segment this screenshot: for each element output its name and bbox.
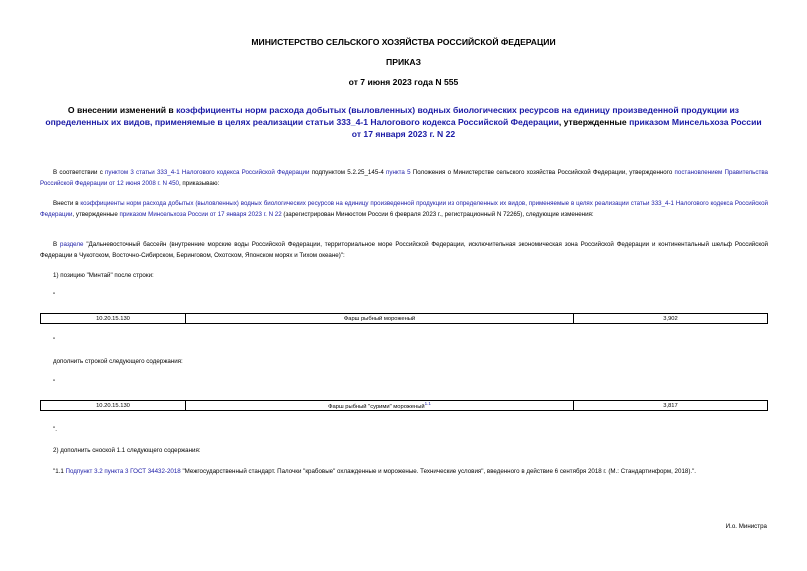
- paragraph-amend: [40, 199, 768, 220]
- title-link-coefficients[interactable]: коэффициенты норм расхода добытых (выловленных) водных биологических ресурсов на единицу произведенной продукции из определенных их видов, применяемые в целях реализации статьи 333_4-1 Налогового кодекса Российской Федерации: [45, 105, 740, 127]
- title-prefix: О внесении изменений в: [67, 105, 177, 115]
- link-point-5[interactable]: пункта 5: [386, 169, 411, 176]
- quote-close: ": [53, 337, 56, 344]
- quote-open: ": [53, 379, 56, 386]
- link-section[interactable]: разделе: [60, 241, 84, 248]
- end-quote: ".: [53, 426, 57, 433]
- row-code: 10.20.15.130: [41, 401, 186, 411]
- row-name: [186, 401, 574, 411]
- add-line: дополнить строкой следующего содержания:: [53, 358, 183, 365]
- document-type: ПРИКАЗ: [386, 57, 421, 67]
- link-government-decree[interactable]: постановлением Правительства Российской Федерации от 12 июня 2008 г. N 450: [40, 169, 768, 187]
- row-name: Фарш рыбный мороженый: [186, 314, 574, 324]
- text: В соответствии с: [53, 169, 106, 176]
- text: Положения о Министерстве сельского хозяйства Российской Федерации, утвержденного: [410, 169, 675, 176]
- link-coefficients[interactable]: коэффициенты норм расхода добытых (выловленных) водных биологических ресурсов на единицу произведенной продукции из определенных их видов, применяемые в целях реализации статьи 333_4-1 Налогового кодекса Российской Федерации: [40, 200, 768, 218]
- text: В: [53, 241, 61, 248]
- link-order[interactable]: приказом Минсельхоза России от 17 января 2023 г. N 22: [119, 210, 282, 218]
- row-name-text: Фарш рыбный "сурими" мороженый: [328, 403, 425, 410]
- text: , приказываю:: [178, 179, 220, 187]
- document-title: [40, 104, 767, 140]
- item-2: 2) дополнить сноской 1.1 следующего содержания:: [53, 447, 201, 454]
- title-link-order[interactable]: приказом Минсельхоза России от 17 января 2023 г. N 22: [351, 117, 762, 139]
- row-value: 3,902: [574, 314, 768, 324]
- table-row: [40, 313, 768, 324]
- text: , утвержденные: [72, 210, 120, 218]
- footnote-mark: "1.1: [53, 468, 64, 475]
- row-code: 10.20.15.130: [41, 314, 186, 324]
- text: (зарегистрирован Минюстом России 6 февраля 2023 г., регистрационный N 72265), следующие изменения:: [281, 210, 594, 218]
- text: подпунктом 5.2.25_145-4: [309, 169, 386, 176]
- paragraph-basis: [40, 168, 768, 189]
- quote-open: ": [53, 292, 56, 299]
- title-middle: , утвержденные: [558, 117, 630, 127]
- link-gost[interactable]: Подпункт 3.2 пункта 3 ГОСТ 34432-2018: [65, 468, 181, 475]
- table-row: [40, 400, 768, 411]
- text: "Межгосударственный стандарт. Палочки "крабовые" охлажденные и мороженые. Технические условия", введенного в действие 6 сентября 2018 г. (М.: Стандартинформ, 2018).".: [180, 468, 697, 475]
- ministry-heading: МИНИСТЕРСТВО СЕЛЬСКОГО ХОЗЯЙСТВА РОССИЙСКОЙ ФЕДЕРАЦИИ: [251, 37, 556, 47]
- row-value: 3,817: [574, 401, 768, 411]
- item-1: 1) позицию "Минтай" после строки:: [53, 272, 154, 279]
- footnote-mark[interactable]: 1.1: [424, 401, 431, 407]
- document-date-number: от 7 июня 2023 года N 555: [348, 77, 459, 87]
- text: Внести в: [53, 200, 81, 207]
- paragraph-section: [40, 240, 768, 261]
- link-tax-code[interactable]: пунктом 3 статьи 333_4-1 Налогового кодекса Российской Федерации: [105, 169, 310, 176]
- signature: И.о. Министра: [725, 523, 767, 530]
- text: "Дальневосточный бассейн (внутренние морские воды Российской Федерации, территориальное море Российской Федерации, исключительная экономическая зона Российской Федерации и континентальный шельф Российской Федерации в Чукотском, Восточно-Сибирском, Беринговом, Охотском, Японском морях и Тихом океане)":: [40, 241, 768, 259]
- footnote-text: [40, 467, 768, 478]
